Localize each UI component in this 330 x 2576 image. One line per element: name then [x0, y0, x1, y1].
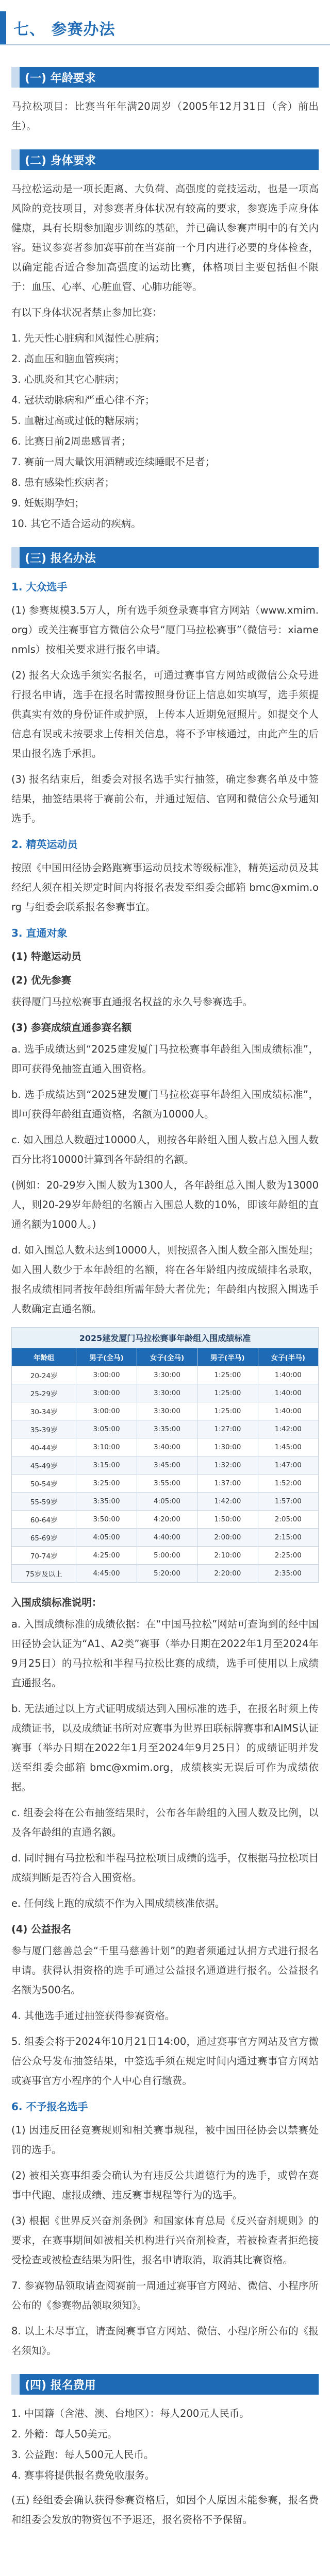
subsection-direct-entry: 3. 直通对象 — [11, 927, 68, 939]
table-cell: 2:10:00 — [197, 1547, 258, 1565]
ineligible-item: (2) 被相关赛事组委会确认为有违反公共道德行为的选手，或曾在赛事中代跑、虚报成绩、违反赛事规程等行为的选手。 — [11, 2170, 319, 2201]
charity-paragraph: 参与厦门慈善总会“千里马慈善计划”的跑者须通过认捐方式进行报名申请。获得认捐资格的选手可通过公益报名通道进行报名。公益报名名额为500名。 — [11, 1945, 319, 1996]
table-row — [12, 1475, 319, 1493]
table-cell: 3:15:00 — [76, 1456, 137, 1475]
note-item: b. 无法通过以上方式证明成绩达到入围标准的选手，在报名时须上传成绩证书，以及成绩证书所对应赛事为世界田联标牌赛事和AIMS认证赛事（举办日期在2022年1月至2024年9月25日）的成绩证明并发送至组委会邮箱 bmc@xmim.org，成绩核实无误后可作为成绩依据。 — [11, 1703, 319, 1793]
table-cell: 3:30:00 — [137, 1402, 197, 1420]
section-corner-decoration — [11, 2374, 20, 2395]
table-header-cell: 年龄组 — [12, 1348, 76, 1366]
table-cell: 1:30:00 — [197, 1438, 258, 1456]
fee-item: 2. 外籍：每人50美元。 — [11, 2428, 118, 2440]
table-cell: 1:25:00 — [197, 1402, 258, 1420]
table-cell: 2:25:00 — [258, 1547, 318, 1565]
fee-item: 4. 赛事将提供报名费免收服务。 — [11, 2469, 155, 2481]
ineligible-item: (1) 因违反田径竞赛规则和相关赛事规程，被中国田径协会以禁赛处罚的选手。 — [11, 2124, 319, 2156]
table-cell: 3:00:00 — [76, 1366, 137, 1384]
lottery-paragraph: 4. 其他选手通过抽签获得参赛资格。 — [11, 2010, 175, 2022]
health-not-suitable-text: 有以下身体状况者禁止参加比赛： — [11, 307, 162, 318]
table-cell: 3:35:00 — [76, 1493, 137, 1511]
list-item: 2. 高血压和脑血管疾病； — [11, 353, 125, 365]
table-row — [12, 1529, 319, 1547]
table-cell: 1:37:00 — [197, 1475, 258, 1493]
section-title-health — [11, 149, 319, 170]
list-item: 4. 冠状动脉病和严重心律不齐； — [11, 394, 155, 406]
note-item: d. 同时拥有马拉松和半程马拉松项目成绩的选手，仅根据马拉松项目成绩判断是否符合入围资格。 — [11, 1852, 319, 1884]
table-row — [12, 1565, 319, 1583]
table-cell: 70-74岁 — [12, 1547, 76, 1565]
table-cell: 3:30:00 — [137, 1366, 197, 1384]
section-title-text: (四) 报名费用 — [25, 2379, 96, 2392]
table-row — [12, 1438, 319, 1456]
list-item: 7. 赛前一周大量饮用酒精或连续睡眠不足者； — [11, 456, 216, 468]
refund-policy-paragraph: (五) 经组委会确认获得参赛资格后，如因个人原因未能参赛，报名费和组委会发放的物资包不予退还，报名资格不予保留。 — [11, 2494, 319, 2526]
table-row — [12, 1366, 319, 1384]
ineligible-item: (3) 根据《世界反兴奋剂条例》和国家体育总局《反兴奋剂规则》的要求，在赛事期间如被相关机构进行兴奋剂检查，若被检查者拒绝接受检查或被检查结果为阳性，报名申请取消，取消其比赛资格。 — [11, 2215, 319, 2266]
table-row — [12, 1384, 319, 1402]
chapter-accent-bar — [0, 11, 6, 44]
table-cell: 4:40:00 — [137, 1529, 197, 1547]
table-cell: 3:05:00 — [76, 1420, 137, 1438]
table-row — [12, 1420, 319, 1438]
chapter-title: 七、 参赛办法 — [13, 21, 116, 39]
table-cell: 2:15:00 — [258, 1529, 318, 1547]
table-body — [12, 1366, 319, 1583]
table-cell: 75岁及以上 — [12, 1565, 76, 1583]
section-corner-decoration — [11, 547, 20, 568]
mass-runners-paragraph: (1) 参赛规模3.5万人，所有选手须登录赛事官方网站（www.xmim.org）或关注赛事官方微信公众号“厦门马拉松赛事”（微信号：xiamenmls）按相关要求进行报名申请。 — [11, 604, 319, 655]
table-cell: 5:00:00 — [137, 1547, 197, 1565]
table-cell: 1:42:00 — [197, 1493, 258, 1511]
health-intro-text: 马拉松运动是一项长距离、大负荷、高强度的竞技运动，也是一项高风险的竞技项目，对参赛者身体状况有较高的要求，参赛选手应身体健康，具有长期参加跑步训练的基础，并已确认参赛声明中的有关内容。建议参赛者参加赛事前在当赛前一个月内进行必要的身体检查，以确定能否适合参加高强度的运动比赛，体格项目主要包括但不限于：血压、心率、心脏血管、心肺功能等。 — [11, 183, 319, 293]
table-cell: 65-69岁 — [12, 1529, 76, 1547]
table-cell: 35-39岁 — [12, 1420, 76, 1438]
list-item: 5. 血糖过高或过低的糖尿病； — [11, 415, 145, 427]
table-cell: 1:52:00 — [258, 1475, 318, 1493]
mass-runners-paragraph: (2) 报名大众选手须实名报名，可通过赛事官方网站或微信公众号进行报名申请，选手在报名时需按照身份证上信息如实填写，选手须提供真实有效的身份证件或护照，上传本人近期免冠照片。如提交个人信息有误或未按要求上传相关信息，将不予审核通过，由此产生的后果由报名选手承担。 — [11, 669, 319, 759]
qualifying-standards-table-title: 2025建发厦门马拉松赛事年龄组入围成绩标准 — [11, 1327, 319, 1348]
main-content — [0, 45, 330, 2530]
table-row — [12, 1547, 319, 1565]
table-cell: 1:25:00 — [197, 1366, 258, 1384]
section-title-text: (一) 年龄要求 — [25, 72, 96, 85]
direct-entry-charity: (4) 公益报名 — [11, 1923, 72, 1935]
table-header-cell: 男子(半马) — [197, 1348, 258, 1366]
table-cell: 3:40:00 — [137, 1438, 197, 1456]
section-title-register — [11, 547, 319, 568]
table-row — [12, 1456, 319, 1475]
table-cell: 3:35:00 — [137, 1420, 197, 1438]
table-cell: 2:35:00 — [258, 1565, 318, 1583]
table-cell: 1:32:00 — [197, 1456, 258, 1475]
kit-pickup-paragraph: 7. 参赛物品领取请查阅赛前一周通过赛事官方网站、微信、小程序所公布的《参赛物品领取须知》。 — [11, 2280, 319, 2311]
table-cell: 30-34岁 — [12, 1402, 76, 1420]
table-row — [12, 1511, 319, 1529]
table-cell: 1:57:00 — [258, 1493, 318, 1511]
table-cell: 60-64岁 — [12, 1511, 76, 1529]
table-cell: 4:05:00 — [137, 1493, 197, 1511]
table-cell: 1:40:00 — [258, 1366, 318, 1384]
health-condition-list — [11, 329, 319, 534]
section-title-age — [11, 67, 319, 88]
performance-paragraph: a. 选手成绩达到“2025建发厦门马拉松赛事年龄组入围成绩标准”，即可获得免抽签直通入围资格。 — [11, 1043, 319, 1075]
table-cell: 3:45:00 — [137, 1456, 197, 1475]
table-cell: 1:40:00 — [258, 1384, 318, 1402]
table-cell: 5:20:00 — [137, 1565, 197, 1583]
table-cell: 1:47:00 — [258, 1456, 318, 1475]
age-requirement-text: 马拉松项目：比赛当年年满20周岁（2005年12月31日（含）前出生）。 — [11, 100, 319, 132]
table-cell: 4:45:00 — [76, 1565, 137, 1583]
table-cell: 50-54岁 — [12, 1475, 76, 1493]
direct-entry-priority: (2) 优先参赛 — [11, 974, 72, 986]
table-header-cell: 女子(半马) — [258, 1348, 318, 1366]
table-cell: 3:55:00 — [137, 1475, 197, 1493]
table-cell: 2:00:00 — [197, 1529, 258, 1547]
note-item: c. 组委会将在公布抽签结果时，公布各年龄组的入围人数及比例，以及各年龄组的直通名额。 — [11, 1807, 319, 1838]
direct-entry-invited: (1) 特邀运动员 — [11, 951, 81, 962]
table-cell: 2:05:00 — [258, 1511, 318, 1529]
note-item: a. 入围成绩标准的成绩依据：在“中国马拉松”网站可查询到的经中国田径协会认证为“A1、A2类”赛事（举办日期在2022年1月至2024年9月25日）的马拉松和半程马拉松比赛的成绩，选手可使用以上成绩直通报名。 — [11, 1618, 319, 1689]
table-cell: 3:50:00 — [76, 1511, 137, 1529]
table-cell: 3:00:00 — [76, 1402, 137, 1420]
section-corner-decoration — [11, 149, 20, 170]
table-header-cell: 男子(全马) — [76, 1348, 137, 1366]
table-cell: 4:05:00 — [76, 1529, 137, 1547]
table-cell: 4:20:00 — [137, 1511, 197, 1529]
performance-paragraph: c. 如入围总人数超过10000人，则按各年龄组入围人数占总入围人数百分比将10000计算到各年龄组的名额。 — [11, 1134, 319, 1165]
table-cell: 3:25:00 — [76, 1475, 137, 1493]
mass-runners-paragraph: (3) 报名结束后，组委会对报名选手实行抽签，确定参赛名单及中签结果，抽签结果将于赛前公布，并通过短信、官网和微信公众号通知选手。 — [11, 773, 319, 824]
section-title-fee — [11, 2374, 319, 2395]
table-cell: 45-49岁 — [12, 1456, 76, 1475]
table-header-cell: 女子(全马) — [137, 1348, 197, 1366]
list-item: 6. 比赛日前2周患感冒者； — [11, 435, 131, 447]
table-cell: 1:27:00 — [197, 1420, 258, 1438]
fee-item: 1. 中国籍（含港、澳、台地区）：每人200元人民币。 — [11, 2408, 250, 2419]
elite-athletes-paragraph: 按照《中国田径协会路跑赛事运动员技术等级标准》，精英运动员及其经纪人须在相关规定时间内将报名表发至组委会邮箱 bmc@xmim.org 与组委会联系报名参赛事宜。 — [11, 862, 319, 913]
priority-paragraph: 获得厦门马拉松赛事直通报名权益的永久号参赛选手。 — [11, 996, 253, 1008]
draw-result-paragraph: 5. 组委会将于2024年10月21日14:00，通过赛事官方网站及官方微信公众号发布抽签结果，中签选手须在规定时间内通过赛事官方网站或赛事官方小程序的个人中心自行缴费。 — [11, 2036, 319, 2087]
performance-paragraph: (例如：20-29岁入围人数为1300人，各年龄组总入围人数为13000人，则20-29岁年龄组的名额占入围总人数的10%，即该年龄组的直通名额为1000人。) — [11, 1179, 319, 1230]
table-cell: 3:10:00 — [76, 1438, 137, 1456]
subsection-ineligible: 6. 不予报名选手 — [11, 2100, 88, 2113]
table-row — [12, 1402, 319, 1420]
table-cell: 25-29岁 — [12, 1384, 76, 1402]
table-cell: 1:25:00 — [197, 1384, 258, 1402]
table-cell: 40-44岁 — [12, 1438, 76, 1456]
table-cell: 4:25:00 — [76, 1547, 137, 1565]
subsection-elite-athletes: 2. 精英运动员 — [11, 838, 78, 851]
fee-list — [11, 2404, 319, 2485]
list-item: 9. 妊娠期孕妇； — [11, 497, 85, 509]
direct-entry-performance: (3) 参赛成绩直通参赛名额 — [11, 1022, 132, 1033]
section-title-text: (二) 身体要求 — [25, 154, 96, 167]
subsection-mass-runners: 1. 大众选手 — [11, 581, 68, 593]
list-item: 10. 其它不适合运动的疾病。 — [11, 518, 141, 530]
section-title-text: (三) 报名办法 — [25, 552, 96, 565]
performance-paragraph: b. 选手成绩达到“2025建发厦门马拉松赛事年龄组入围成绩标准”，即可获得年龄组直通资格，名额为10000人。 — [11, 1089, 319, 1120]
qualifying-standards-table — [11, 1348, 319, 1583]
table-header-row — [12, 1348, 319, 1366]
note-item: e. 任何线上跑的成绩不作为入围成绩核准依据。 — [11, 1897, 225, 1909]
chapter-header — [0, 11, 330, 45]
fee-item: 3. 公益跑：每人500元人民币。 — [11, 2449, 154, 2461]
table-cell: 1:40:00 — [258, 1402, 318, 1420]
list-item: 8. 患有感染性疾病者； — [11, 477, 115, 488]
table-row — [12, 1493, 319, 1511]
table-cell: 3:00:00 — [76, 1384, 137, 1402]
table-cell: 20-24岁 — [12, 1366, 76, 1384]
table-cell: 1:42:00 — [258, 1420, 318, 1438]
section-corner-decoration — [11, 67, 20, 88]
table-cell: 1:50:00 — [197, 1511, 258, 1529]
list-item: 1. 先天性心脏病和风湿性心脏病； — [11, 332, 165, 344]
performance-paragraph: d. 如入围总人数未达到10000人，则按照各入围人数全部入围处理；如入围人数少于本年龄组的名额，将在各年龄组内按成绩排名录取，报名成绩相同者按年龄组所需年龄大者优先；年龄组内按照入围选手人数确定直通名额。 — [11, 1244, 319, 1315]
table-cell: 3:30:00 — [137, 1384, 197, 1402]
notes-title: 入围成绩标准说明： — [11, 1597, 102, 1608]
table-cell: 2:20:00 — [197, 1565, 258, 1583]
table-cell: 1:45:00 — [258, 1438, 318, 1456]
list-item: 3. 心肌炎和其它心脏病； — [11, 374, 125, 385]
other-matters-paragraph: 8. 以上未尽事宜，请查阅赛事官方网站、微信、小程序所公布的《报名须知》。 — [11, 2325, 319, 2357]
table-cell: 55-59岁 — [12, 1493, 76, 1511]
qualifying-standards-table-wrap — [11, 1327, 319, 1583]
